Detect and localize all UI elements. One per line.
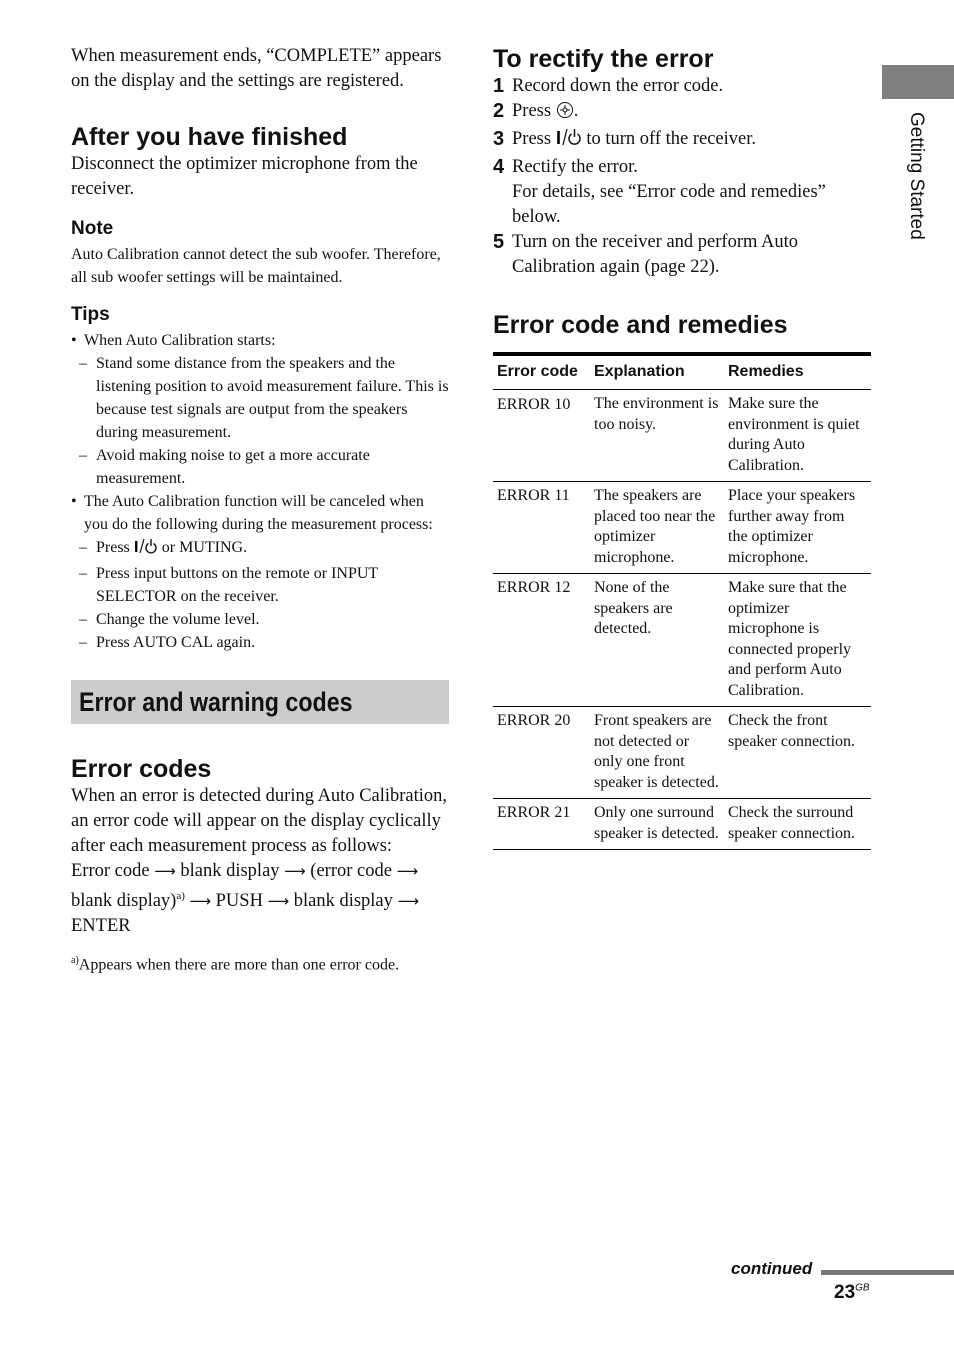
step-text-post: . [573,101,579,121]
right-arrow-icon: ⟶ [267,892,290,911]
error-table [493,352,871,850]
rectify-heading: To rectify the error [493,45,714,73]
section-banner-title: Error and warning codes [79,686,353,717]
step-text [512,127,756,155]
right-arrow-icon: ⟶ [154,862,176,880]
step-number: 2 [493,100,505,122]
seq-item: blank display) [71,891,177,912]
footnote-text: Appears when there are more than one error code. [78,956,400,974]
header-error-code: Error code [497,363,578,380]
table-row [493,390,871,482]
enter-button-icon [556,101,574,127]
tip-subitem: – Press input buttons on the remote or INPUT SELECTOR on the receiver. [71,562,449,608]
tip-text: or MUTING. [157,539,248,556]
right-column [493,44,871,850]
tip-item: • When Auto Calibration starts: [71,329,449,352]
error-code-cell: ERROR 21 [497,804,571,821]
table-row [493,799,871,850]
intro-paragraph: When measurement ends, “COMPLETE” appears on the display and the settings are registered. [71,46,442,91]
seq-item: blank display [180,861,280,881]
error-code-cell: ERROR 10 [497,396,571,413]
footnote-mark: a) [71,955,79,967]
error-sequence [71,859,449,939]
continued-label: continued [731,1259,813,1278]
step-3 [493,127,871,155]
tip-subitem: – Press AUTO CAL again. [71,631,449,654]
step-5 [493,230,871,280]
left-column [71,44,449,976]
page-number [834,1282,870,1304]
error-codes-text: When an error is detected during Auto Calibration, an error code will appear on the display cyclically after each measurement process as follows: [71,786,448,856]
step-number: 4 [493,156,505,178]
seq-item: blank display [293,891,393,912]
tip-subitem [71,536,449,562]
tip-subitem: – Avoid making noise to get a more accurate measurement. [71,444,449,490]
error-code-cell: ERROR 11 [497,487,570,504]
note-heading: Note [71,218,114,239]
note-text: Auto Calibration cannot detect the sub woofer. Therefore, all sub woofer settings will be maintained. [71,246,441,286]
remedy-cell: Make sure that the optimizer microphone is connected properly and perform Auto Calibration. [728,579,852,699]
tips-list [71,329,449,654]
seq-item: ENTER [71,916,131,937]
after-finished-text: Disconnect the optimizer microphone from the receiver. [71,154,418,199]
remedies-heading: Error code and remedies [493,311,788,339]
tip-item: • The Auto Calibration function will be canceled when you do the following during the measurement process: [71,490,449,536]
page-number-value: 23 [834,1282,856,1303]
step-text-pre: Press [512,129,556,149]
remedy-cell: Check the front speaker connection. [728,712,856,750]
header-remedies: Remedies [728,363,804,380]
step-text-pre: Press [512,101,556,121]
table-row [493,574,871,707]
table-row [493,482,871,574]
step-text-sub: For details, see “Error code and remedies” below. [512,182,826,227]
seq-item: (error code [310,861,392,881]
step-text: Turn on the receiver and perform Auto Calibration again (page 22). [512,232,798,277]
after-finished-heading: After you have finished [71,123,348,151]
step-text-post: to turn off the receiver. [581,129,757,149]
tip-subitem: – Change the volume level. [71,608,449,631]
svg-text:I: I [555,128,561,147]
remedy-cell: Place your speakers further away from the optimizer microphone. [728,487,856,566]
step-text: Record down the error code. [512,76,724,96]
table-row [493,707,871,799]
step-text [512,99,578,127]
step-number: 5 [493,231,505,253]
right-arrow-icon: ⟶ [284,862,306,880]
svg-text:I: I [133,539,139,555]
explanation-cell: The environment is too noisy. [594,395,719,433]
explanation-cell: The speakers are placed too near the optimizer microphone. [594,487,716,566]
step-2 [493,99,871,127]
explanation-cell: None of the speakers are detected. [594,579,673,637]
tip-subitem: – Stand some distance from the speakers and the listening position to avoid measurement failure. This is because test signals are output from the speakers during measurement. [71,352,449,444]
step-number: 3 [493,128,505,150]
section-tab-marker [882,65,954,99]
step-text [512,155,871,230]
table-header-row [493,354,871,390]
remedy-cell: Make sure the environment is quiet during Auto Calibration. [728,395,860,474]
footnote [71,949,449,976]
step-1 [493,74,871,99]
section-banner [71,680,449,724]
step-text-main: Rectify the error. [512,157,638,177]
power-icon [134,537,158,562]
right-arrow-icon: ⟶ [396,862,419,880]
tips-heading: Tips [71,304,110,325]
seq-item: Error code [71,861,150,881]
right-arrow-icon: ⟶ [189,892,212,911]
power-icon [556,127,582,155]
explanation-cell: Front speakers are not detected or only one front speaker is detected. [594,712,719,791]
remedy-cell: Check the surround speaker connection. [728,804,856,842]
step-4 [493,155,871,230]
explanation-cell: Only one surround speaker is detected. [594,804,719,842]
footnote-ref: a) [176,890,185,902]
error-code-cell: ERROR 12 [497,579,571,596]
error-code-cell: ERROR 20 [497,712,571,729]
page-number-suffix: GB [855,1282,870,1294]
error-codes-heading: Error codes [71,755,212,783]
header-explanation: Explanation [594,363,685,380]
section-side-label: Getting Started [906,112,927,240]
continued-bar [821,1270,954,1275]
tip-text: Press [96,539,134,556]
step-number: 1 [493,75,505,97]
right-arrow-icon: ⟶ [397,892,420,911]
seq-item: PUSH [215,891,263,912]
